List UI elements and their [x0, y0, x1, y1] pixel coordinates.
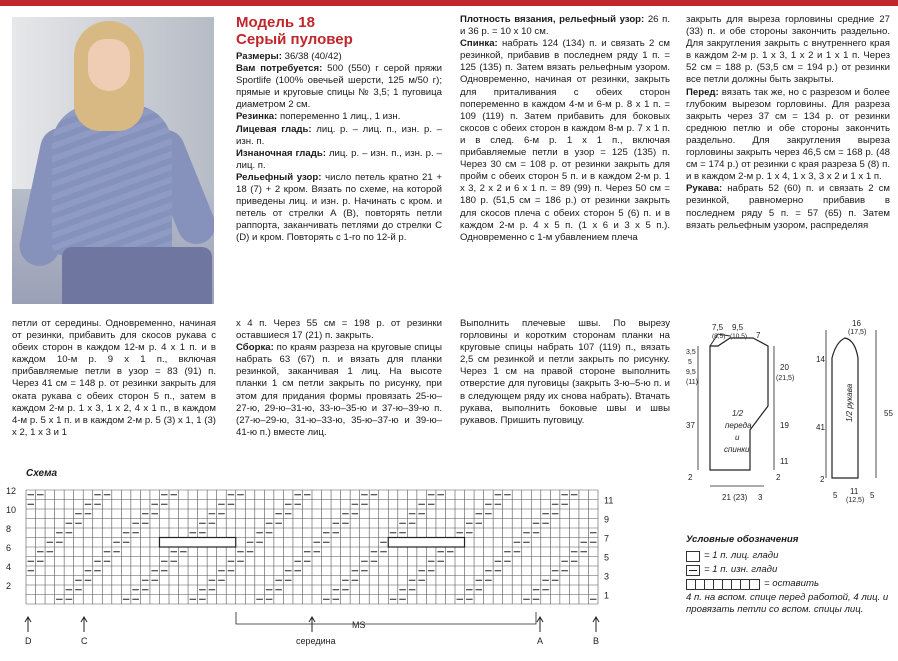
- arrow-label: A: [537, 636, 544, 646]
- row-label-right: 3: [604, 571, 610, 582]
- arrow-label: D: [25, 636, 32, 646]
- fb-left-b: 5: [688, 359, 692, 366]
- row2-column-2: [236, 318, 442, 439]
- legend-cable: = оставить: [764, 578, 820, 589]
- legend-purl: = 1 п. изн. глади: [704, 564, 778, 575]
- row2-column-1: [12, 318, 216, 439]
- legend-title: Условные обозначения: [686, 534, 799, 545]
- arrow-label: середина: [296, 636, 336, 646]
- legend-face: = 1 п. лиц. глади: [704, 550, 779, 561]
- neck-text: закрыть для выреза горловины средние 27 (33) п. и обе стороны закончить раздельно. Для закругления закрыть с внутреннего края в каждом 2-м р. 1 х 3, 1 х 2 и 1 х 1 п. Через 52 см = 188 р. (53,5 см = 194 р.) от резинки все петли должны быть закрыты.: [686, 14, 890, 86]
- sl-bottomb: (12,5): [846, 497, 865, 504]
- front-label: Перед:: [686, 86, 719, 98]
- sleeve-continued: петли от середины. Одновременно, начиная от резинки, прибавить для скосов рукава с обеих сторон в каждом 12-м р. 4 х 1 п. и в каждом 10-м р. 9 х 1 п., включая прибавляемые петли в узор = 83 (91) п. Через 41 см = 148 р. от резинки закрыть для оката рукава с обеих сторон 5 п., затем в каждом 2-м р. 1 х 3, 1 х 2, 4 х 1 п., в каждом 4-м р. 5 х 1 п. и в каждом 2-м р. 5 (3) х 1, 1 (3) х 2, 1 х 3 и 1: [12, 318, 216, 438]
- row-label-left: 2: [6, 581, 12, 591]
- arrow-label: C: [81, 636, 88, 646]
- legend: [686, 534, 896, 616]
- sl-b-low: 2: [820, 475, 825, 484]
- schema-title: Схема: [26, 468, 58, 479]
- fb-label4: спинки: [724, 445, 750, 454]
- sl-l1: 14: [816, 355, 825, 364]
- column-3: [686, 14, 890, 232]
- fb-top1: 7,5: [712, 323, 724, 332]
- rib-text: попеременно 1 лиц., 1 изн.: [277, 111, 401, 123]
- top-accent-bar: [0, 0, 898, 6]
- row-label-right: 5: [604, 552, 610, 563]
- relief-label: Рельефный узор:: [236, 171, 322, 183]
- fb-right-bot: 11: [780, 457, 789, 466]
- fb-b-right: 2: [776, 473, 781, 482]
- model-subtitle: Серый пуловер: [236, 31, 353, 48]
- front-text: вязать так же, но с разрезом и более глубоким вырезом горловины. Для разреза закрыть через 37 см = 134 р. от резинки среднюю петлю и обе стороны закончить раздельно. Для закругления выреза горловины закрыть через 46,5 см = 168 р. (48 см = 174 р.) от резинки с края разреза 5 (8) п. и в каждом 2-м р. 1 х 4, 1 х 3, 3 х 2 и 1 х 1 п.: [686, 86, 890, 183]
- purl-stitch-symbol: [686, 565, 700, 576]
- need-text: 500 (550) г серой пряжи Sportlife (100% овечьей шерсти, 125 м/50 г); прямые и круговые спицы № 3,5; 1 пуговица диаметром 2 см.: [236, 63, 442, 111]
- sl-r1: 55: [884, 409, 893, 418]
- legend-cable-desc: 4 п. на вспом. спице перед работой, 4 лиц. и провязать петли со вспом. спицы лиц.: [686, 592, 889, 615]
- sizes-label: Размеры:: [236, 51, 282, 62]
- row-label-right: 1: [604, 590, 610, 601]
- column-1: [236, 14, 442, 245]
- row2-column-3: [460, 318, 670, 427]
- fb-top1b: (8,5): [712, 333, 726, 340]
- sl-topb: (17,5): [848, 329, 867, 336]
- fb-left-a: 3,5: [686, 349, 696, 356]
- fb-left-d: (11): [686, 379, 698, 386]
- density-label: Плотность вязания, рельефный узор:: [460, 14, 645, 25]
- need-label: Вам потребуется:: [236, 63, 323, 75]
- arrow-label: B: [593, 636, 600, 646]
- purl-label: Изнаночная гладь:: [236, 147, 326, 159]
- fb-right-top: 20: [780, 363, 789, 372]
- fb-right-topb: (21,5): [776, 375, 795, 382]
- sleeve-end: х 4 п. Через 55 см = 198 р. от резинки оставшиеся 17 (21) п. закрыть.: [236, 318, 442, 342]
- sl-b-left: 5: [833, 491, 838, 500]
- row-label-right: 7: [604, 533, 610, 544]
- fb-label3: и: [735, 433, 740, 442]
- finishing-text: Выполнить плечевые швы. По вырезу горловины и коротким сторонам планки на круговые спицы набрать 107 (119) п., вязать 2,5 см резинкой и петли закрыть по рисунку. Через 1 см на правой стороне выполнить отверстие для пуговицы (закрыть 3-ю–5-ю п. и в следующем ряду их снова набрать). Втачать рукава, выполнить боковые швы и швы рукавов. Пришить пуговицу.: [460, 318, 670, 426]
- face-stitch-symbol: [686, 551, 700, 562]
- fb-label2: переда: [725, 421, 752, 430]
- row-label-left: 4: [6, 562, 12, 572]
- sl-label: 1/2 рукава: [845, 383, 854, 422]
- sl-top: 16: [852, 319, 861, 328]
- fb-right-mid: 19: [780, 421, 789, 430]
- fb-left-c: 9,5: [686, 369, 696, 376]
- sl-bottom: 11: [850, 487, 859, 496]
- sl-l2: 41: [816, 423, 825, 432]
- row-label-left: 8: [6, 524, 12, 534]
- rib-label: Резинка:: [236, 111, 278, 123]
- sleeve-text: набрать 52 (60) п. и связать 2 см резинкой, равномерно прибавив в последнем ряду 5 п. = 57 (65) п. Затем вязать рельефным узором, распределяя: [686, 183, 890, 231]
- sl-b-right: 5: [870, 491, 875, 500]
- back-label: Спинка:: [460, 38, 498, 50]
- assembly-label: Сборка:: [236, 342, 274, 354]
- density-text: 26 п. и 36 р. = 10 х 10 см.: [460, 14, 670, 38]
- fb-bottom: 21 (23): [722, 493, 748, 502]
- face-label: Лицевая гладь:: [236, 123, 312, 135]
- ms-label: MS: [352, 620, 366, 630]
- fb-top3: 7: [756, 331, 761, 340]
- face-text: лиц. р. – лиц. п., изн. р. – изн. п.: [236, 123, 442, 147]
- row-label-left: 6: [6, 543, 12, 553]
- fb-top2b: (10,5): [730, 333, 747, 340]
- sleeve-label: Рукава:: [686, 183, 723, 195]
- model-title: Модель 18: [236, 14, 315, 31]
- fb-b-left: 2: [688, 473, 693, 482]
- row-label-right: 9: [604, 514, 610, 525]
- model-photo: [12, 17, 214, 304]
- back-text: набрать 124 (134) п. и связать 2 см резинкой, прибавив в последнем ряду 1 п. = 125 (135) п. Затем вязать рельефным узором. Одновременно, начиная от резинки, закрыть для приталивания с обеих сторон попеременно в каждом 4-м и 6-м р. 8 х 1 п. = 109 (119) п. Затем прибавить для боковых скосов с обеих сторон в каждом 8-м р. 7 х 1 п. и в след. 6-м р. 1 х 1 п., включая прибавляемые петли в узор = 125 (135) п. Через 30 см = 108 р. от резинки закрыть для пройм с обеих сторон 5 п. и в каждом 2-м р. 1 х 3, 2 х 2 и 6 х 1 п. = 89 (99) п. Через 50 см = 180 р. (51,5 см = 186 р.) от резинки закрыть для скосов плеча с обеих сторон 5 (6) п. и в каждом 2-м р. 4 х 5 п. (1 х 6 и 3 х 5 п.). Одновременно с 1-м убавлением плеча: [460, 38, 670, 243]
- relief-text: число петель кратно 21 + 18 (7) + 2 кром. Вязать по схеме, на которой приведены лиц. и изн. р. Начинать с кром. и петель от стрелки А (В), повторять петли раппорта, заканчивать петлями до стрелки С (D) и кром. Повторять с 1-го по 12-й р.: [236, 171, 442, 244]
- purl-text: лиц. р. – изн. п., изн. р. – лиц. п.: [236, 147, 442, 171]
- assembly-text: по краям разреза на круговые спицы набрать 63 (67) п. и вязать для планки резинкой, заканчивая 1 лиц. На высоте планки 1 см петли закрыть по рисунку, при этом для придания формы провязать 25-ю–27-ю, 29-ю–31-ю, 33-ю–35-ю и 37-ю–39-ю п. (27-ю–29-ю, 31-ю–33-ю, 35-ю–37-ю и 39-ю–41-ю п.) вместе лиц.: [236, 342, 442, 438]
- row-label-left: 10: [6, 505, 17, 515]
- fb-left-h: 37: [686, 421, 695, 430]
- fb-b2: 3: [758, 493, 763, 502]
- cable-symbol: [686, 579, 760, 590]
- fb-label1: 1/2: [732, 409, 744, 418]
- fb-top2: 9,5: [732, 323, 744, 332]
- column-2: [460, 14, 670, 244]
- sizes-text: 36/38 (40/42): [281, 51, 342, 62]
- row-label-left: 12: [6, 486, 17, 496]
- row-label-right: 11: [604, 495, 614, 506]
